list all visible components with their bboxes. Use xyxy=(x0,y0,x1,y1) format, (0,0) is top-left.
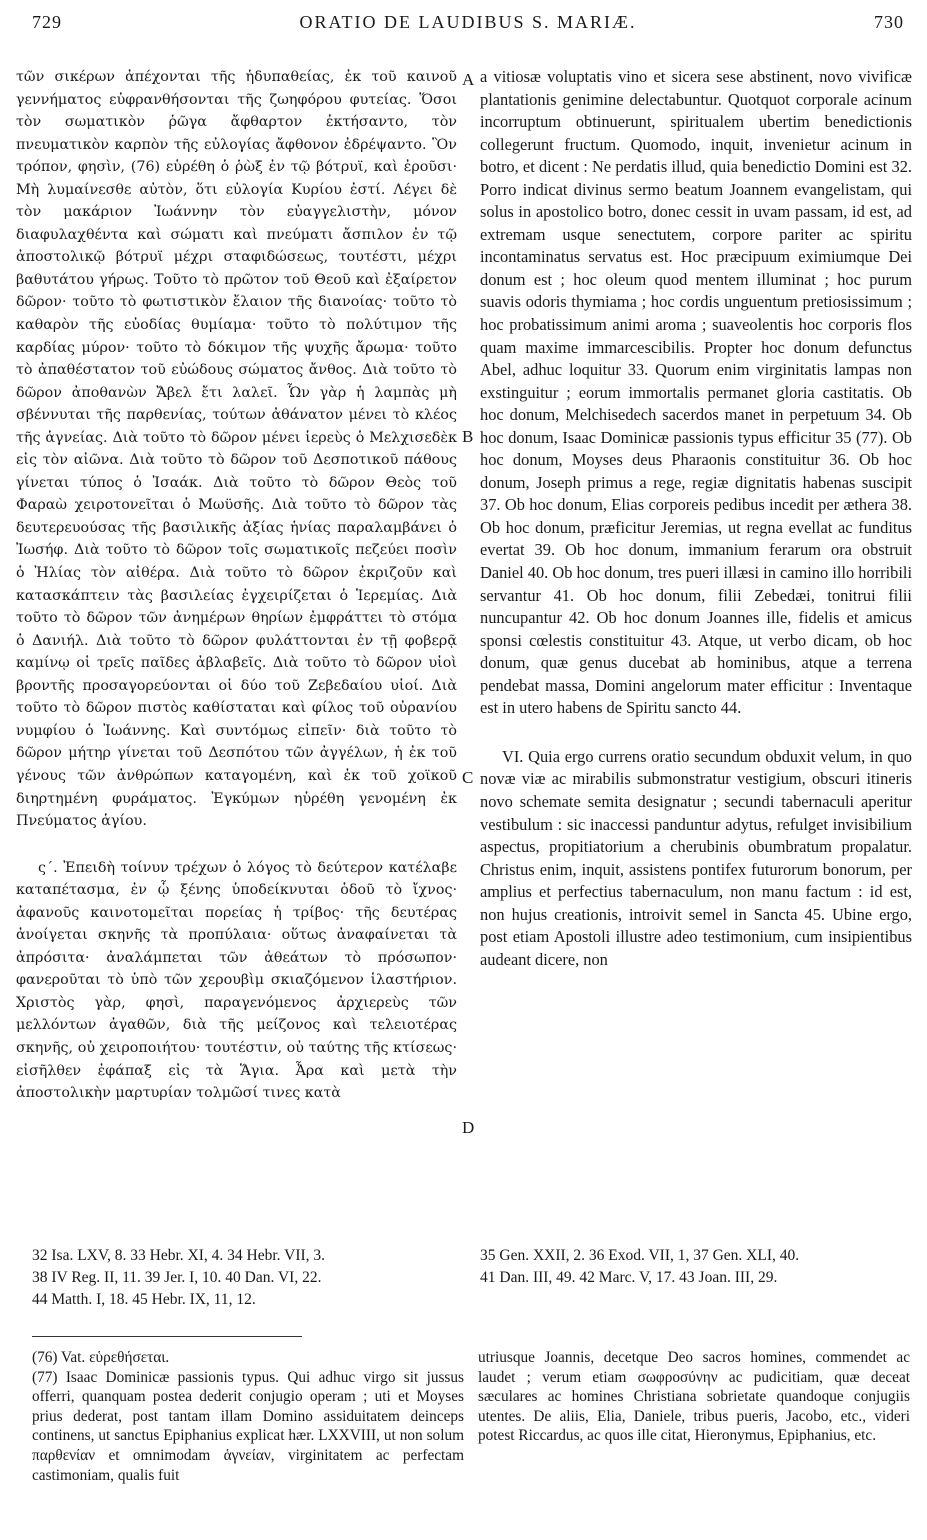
latin-paragraph: a vitiosæ voluptatis vino et sicera sese abstinent, novo vivificæ plantationis genimine delectabuntur. Quotquot corporale acinum incorruptum obtinuerunt, spiritualem ubertim benedictionis collegerunt fructum. Quomodo, inquit, invenietur acinum in botro, et dicent : Ne perdatis illud, quia benedictio Domini est 32. Porro indicat divinus sermo beatum Joannem evangelistam, qui solus in apostolico botro, donec cessit in uvam passam, id est, ad extremam usque senectutem, corpore pariter ac spiritu incontaminatus servatus est. Hoc præcipuum eximiumque Dei donum est ; hoc oleum quod mentem illuminat ; hoc purum suavis odoris thymiama ; hoc cordis unguentum pretiosissimum ; hoc probatissimum animi aroma ; suaveolentis hoc corporis flos quam maxime immarcescibilis. Propter hoc donum defunctus Abel, adhuc loquitur 33. Quorum enim virginitatis lampas non exstinguitur ; eorum immortalis permanet gloria castitatis. Ob hoc donum, Melchisedech sacerdos manet in perpetuum 34. Ob hoc donum, Isaac Dominicæ passionis typus efficitur 35 (77). Ob hoc donum, Moyses deus Pharaonis constituitur 36. Ob hoc donum, Joseph primus a rege, regiæ dignitatis habenas suscipit 37. Ob hoc donum, Elias corporeis pedibus incedit per æthera 38. Ob hoc donum, præficitur Jeremias, ut regna evellat ac funditus evertat 39. Ob hoc donum, immanium ferarum ora obstruit Daniel 40. Ob hoc donum, tres pueri illæsi in camino illo horribili servantur 41. Ob hoc donum, filii Zebedæi, tonitrui filii nuncupantur 42. Ob hoc donum Joannes ille, fidelis et amicus sponsi cœlestis constituitur 43. Atque, ut verbo dicam, ob hoc donum, quæ genus ducebat ab hominibus, atque a terrena pendebat massa, Domini angelorum mater efficitur : Inventaque est in utero habens de Spiritu sancto 44. xyxy=(480,67,912,718)
greek-paragraph: ς΄. Ἐπειδὴ τοίνυν τρέχων ὁ λόγος τὸ δεύτερον κατέλαβε καταπέτασμα, ἐν ᾧ ξένης ὑποδείκνυται ὁδοῦ τὸ ἴχνος· ἀφανοῦς καινοτομεῖται πορείας ἡ τρίβος· τῆς δευτέρας ἀνοίγεται σκηνῆς τὰ προπύλαια· οὕτως ἀναφαίνεται τὰ ἀπρόσιτα· ἀναλάμπεται τῶν ἀθεάτων τὸ πρόσωπον· φανεροῦται τὸ ὑπὸ τῶν χερουβὶμ σκιαζόμενον ἱλαστήριον. Χριστὸς γὰρ, φησὶ, παραγενόμενος ἀρχιερεὺς τῶν μελλόντων ἀγαθῶν, διὰ τῆς μείζονος καὶ τελειοτέρας σκηνῆς, οὐ χειροποιήτου· τουτέστιν, οὐ ταύτης τῆς κτίσεως· εἰσῆλθεν ἐφάπαξ εἰς τὰ Ἅγια. Ἆρα καὶ μετὰ τὴν ἀποστολικὴν μαρτυρίαν τολμῶσί τινες κατὰ xyxy=(16,859,457,1102)
greek-paragraph: τῶν σικέρων ἀπέχονται τῆς ἡδυπαθείας, ἐκ τοῦ καινοῦ γεννήματος εὐφρανθήσονται τῆς ζωηφόρου φυτείας. Ὅσοι τὸν σωματικὸν ῥῶγα ἄφθαρτον ἐκτήσαντο, τὸν πνευματικὸν καρπὸν τῆς εὐλογίας ἄφθονον ἐδρέψαντο. Ὃν τρόπον, φησὶν, (76) εὑρέθη ὁ ῥὼξ ἐν τῷ βότρυϊ, καὶ ἐροῦσι· Μὴ λυμαίνεσθε αὐτὸν, ὅτι εὐλογία Κυρίου ἐστί. Λέγει δὲ τὸν μακάριον Ἰωάννην τὸν εὐαγγελιστὴν, μόνον διαφυλαχθέντα καὶ σώματι καὶ πνεύματι ἄσπιλον ἐν τῷ ἀποστολικῷ βότρυϊ μέχρι σταφιδώσεως, τουτέστι, μέχρι βαθυτάτου γήρως. Τοῦτο τὸ πρῶτον τοῦ Θεοῦ καὶ ἐξαίρετον δῶρον· τοῦτο τὸ φωτιστικὸν ἔλαιον τῆς διανοίας· τοῦτο τὸ καθαρὸν τῆς εὐοδίας θυμίαμα· τοῦτο τὸ πολύτιμον τῆς καρδίας μύρον· τοῦτο τὸ δόκιμον τῆς ψυχῆς ἄρωμα· τοῦτο τὸ ἀπαθέστατον τοῦ εὐώδους σώματος ἄνθος. Διὰ τοῦτο τὸ δῶρον ἀποθανὼν Ἄβελ ἔτι λαλεῖ. Ὧν γὰρ ἡ λαμπὰς μὴ σβέννυται τῆς παρθενίας, τούτων ἀθάνατον μένει τὸ κλέος τῆς ἁγνείας. Διὰ τοῦτο τὸ δῶρον μένει ἱερεὺς ὁ Μελχισεδὲκ εἰς τὸν αἰῶνα. Διὰ τοῦτο τὸ δῶρον τοῦ Δεσποτικοῦ πάθους γίνεται τύπος ὁ Ἰσαάκ. Διὰ τοῦτο τὸ δῶρον Θεὸς τοῦ Φαραὼ χειροτονεῖται ὁ Μωϋσῆς. Διὰ τοῦτο τὸ δῶρον τὰς δευτερευούσας τῆς βασιλικῆς ἀξίας ἡνίας παραλαμβάνει ὁ Ἰωσήφ. Διὰ τοῦτο τὸ δῶρον τοῖς σωματικοῖς πεζεύει ποσὶν ὁ Ἠλίας τὸν αἰθέρα. Διὰ τοῦτο τὸ δῶρον ἐκριζοῦν καὶ κατασκάπτειν τὰς βασιλείας ἐγχειρίζεται ὁ Ἱερεμίας. Διὰ τοῦτο τὸ δῶρον τῶν ἀνημέρων θηρίων ἐμφράττει τὸ στόμα ὁ Δανιήλ. Διὰ τοῦτο τὸ δῶρον φυλάττονται ἐν τῇ φοβερᾷ καμίνῳ οἱ τρεῖς παῖδες ἀβλαβεῖς. Διὰ τοῦτο τὸ δῶρον υἱοὶ βροντῆς προσαγορεύονται οἱ δύο τοῦ Ζεβεδαίου υἱοί. Διὰ τοῦτο τὸ δῶρον πιστὸς καθίσταται καὶ φίλος τοῦ οὐρανίου νυμφίου ὁ Ἰωάννης. Καὶ συντόμως εἰπεῖν· διὰ τοῦτο τὸ δῶρον μήτηρ γίνεται τοῦ Δεσπότου τῶν ἀγγέλων, ἡ ἐκ τοῦ γένους τῶν ἀνθρώπων καταγομένη, καὶ ἐκ τοῦ χοϊκοῦ διηρτημένη φυράματος. Ἐγκύμων ηὑρέθη γενομένη ἐκ Πνεύματος ἁγίου. xyxy=(16,69,457,830)
running-title: ORATIO DE LAUDIBUS S. MARIÆ. xyxy=(299,12,637,32)
latin-paragraph: VI. Quia ergo currens oratio secundum obduxit velum, in quo novæ viæ ac mirabilis submonstratur vestigium, obscuri itineris novo schemate semita designatur ; secundi tabernaculi aperitur vestibulum : sic inaccessi panduntur adytus, refulget invisibilium aspectus, propitiatorium a cherubinis obumbratum propalatur. Christus enim, inquit, assistens pontifex futurorum bonorum, per amplius et perfectius tabernaculum, non manu factum : id est, non hujus creationis, introivit semel in Sancta 45. Ubine ergo, post etiam Apostoli illustre adeo testimonium, cum insipientibus audeant dicere, non xyxy=(480,746,912,969)
footnote-row: 38 IV Reg. II, 11. 39 Jer. I, 10. 40 Dan. VI, 22. xyxy=(32,1269,322,1286)
note-76: (76) Vat. εὑρεθήσεται. xyxy=(32,1349,170,1366)
note-continuation: utriusque Joannis, decetque Deo sacros homines, commendet ac laudet ; verum etiam σωφροσύνην ac pudicitiam, quæ deceat sæculares ac homines Christiana sobrietate quandoque conjugiis utentes. De aliis, Elia, Daniele, tribus pueris, Jacobo, etc., videri potest Riccardus, ac quos ille citat, Hieronymus, Epiphanius, etc. xyxy=(478,1349,910,1445)
running-header xyxy=(32,12,904,36)
notes-divider xyxy=(32,1336,302,1337)
section-marker-d: D xyxy=(462,1118,475,1137)
editor-notes-left xyxy=(32,1348,464,1533)
section-marker-c: C xyxy=(462,768,474,787)
footnote-row: 44 Matth. I, 18. 45 Hebr. IX, 11, 12. xyxy=(32,1291,256,1308)
footnote-row: 41 Dan. III, 49. 42 Marc. V, 17. 43 Joan. III, 29. xyxy=(480,1269,778,1286)
page-number-left: 729 xyxy=(32,12,62,32)
latin-text-column xyxy=(480,66,912,1266)
section-marker-a: A xyxy=(462,70,475,89)
greek-text-column xyxy=(16,66,457,1266)
footnotes-right xyxy=(480,1245,799,1289)
footnote-row: 32 Isa. LXV, 8. 33 Hebr. XI, 4. 34 Hebr. VII, 3. xyxy=(32,1247,326,1264)
footnote-row: 35 Gen. XXII, 2. 36 Exod. VII, 1, 37 Gen. XLI, 40. xyxy=(480,1247,800,1264)
note-77: (77) Isaac Dominicæ passionis typus. Qui adhuc virgo sit jussus offerri, quanquam postea dederit conjugio operam ; uti et Moyses prius dederat, post tantam illam Domino assiduitatem deinceps continens, ut sanctus Epiphanius explicat hær. LXXVIII, ut non solum παρθενίαν et omnimodam ἁγνείαν, virginitatem ac perfectam castimoniam, qualis fuit xyxy=(32,1368,464,1484)
section-marker-b: B xyxy=(462,427,474,446)
page-number-right: 730 xyxy=(874,12,904,32)
footnotes-left xyxy=(32,1245,325,1311)
editor-notes-right xyxy=(478,1348,910,1533)
